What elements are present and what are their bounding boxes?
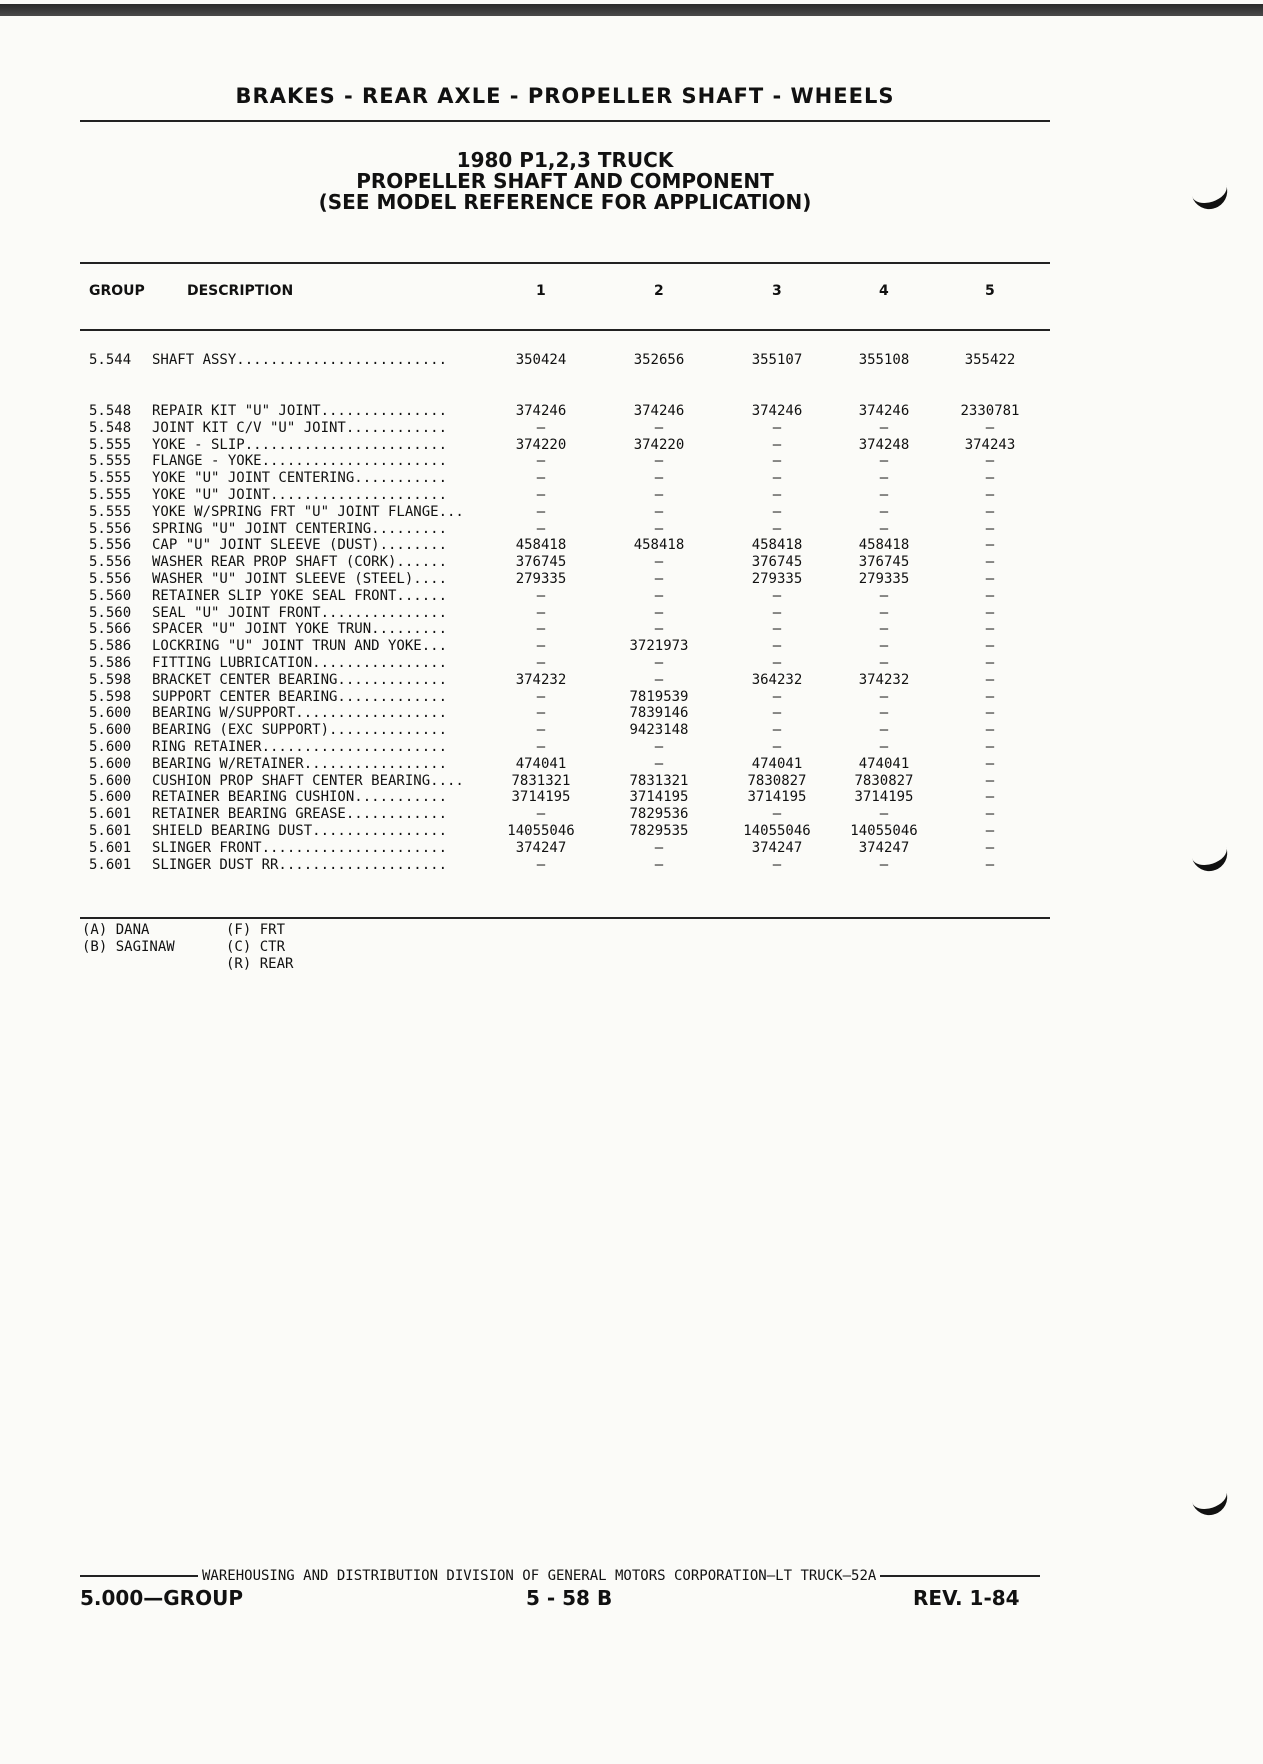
row-description: FLANGE - YOKE...................... xyxy=(152,453,448,470)
row-col-4: — xyxy=(879,688,889,705)
row-col-4: — xyxy=(879,621,889,638)
row-col-5: — xyxy=(985,621,995,638)
row-col-1: 474041 xyxy=(515,755,567,772)
title-line-3: (SEE MODEL REFERENCE FOR APPLICATION) xyxy=(318,190,812,214)
row-col-2: 7839146 xyxy=(629,705,689,722)
row-col-1: 374232 xyxy=(515,671,567,688)
row-col-1: 458418 xyxy=(515,537,567,554)
table-row xyxy=(0,554,1263,571)
row-col-2: — xyxy=(654,503,664,520)
legend-item: (A) DANA xyxy=(82,922,150,938)
row-col-1: 374220 xyxy=(515,436,567,453)
row-col-1: 14055046 xyxy=(507,823,575,839)
row-group: 5.555 xyxy=(89,487,132,503)
footer-division: WAREHOUSING AND DISTRIBUTION DIVISION OF GENERAL MOTORS CORPORATION—LT TRUCK—52A xyxy=(202,1568,877,1584)
table-row xyxy=(0,857,1263,874)
row-col-2: 7829535 xyxy=(629,823,689,839)
row-description: FITTING LUBRICATION................ xyxy=(152,655,448,671)
table-row xyxy=(0,689,1263,706)
row-col-4: 14055046 xyxy=(850,823,918,839)
row-group: 5.556 xyxy=(89,537,132,554)
row-description: RING RETAINER...................... xyxy=(152,739,448,755)
row-col-1: — xyxy=(536,487,546,503)
row-col-1: — xyxy=(536,419,546,436)
row-description: JOINT KIT C/V "U" JOINT............ xyxy=(152,419,448,436)
row-col-1: — xyxy=(536,621,546,638)
row-col-4: — xyxy=(879,419,889,436)
row-description: YOKE - SLIP........................ xyxy=(152,436,448,453)
row-description: SHAFT ASSY......................... xyxy=(152,352,448,368)
row-group: 5.555 xyxy=(89,470,132,487)
row-group: 5.555 xyxy=(89,503,132,520)
table-top-rule xyxy=(80,262,1050,264)
col-header-description: DESCRIPTION xyxy=(187,283,294,299)
row-col-3: 474041 xyxy=(751,755,803,772)
table-row xyxy=(0,823,1263,840)
row-col-3: — xyxy=(772,520,782,537)
row-col-5: — xyxy=(985,772,995,789)
row-description: CAP "U" JOINT SLEEVE (DUST)........ xyxy=(152,537,448,554)
row-col-2: — xyxy=(654,487,664,503)
row-col-2: — xyxy=(654,739,664,755)
row-col-5: 374243 xyxy=(964,436,1016,453)
row-col-5: — xyxy=(985,419,995,436)
row-group: 5.544 xyxy=(89,352,132,368)
table-row xyxy=(0,705,1263,722)
table-row xyxy=(0,504,1263,521)
row-col-5: — xyxy=(985,705,995,722)
row-group: 5.548 xyxy=(89,419,132,436)
table-row xyxy=(0,537,1263,554)
row-col-1: 374247 xyxy=(515,839,567,856)
table-row xyxy=(0,571,1263,588)
table-row xyxy=(0,621,1263,638)
row-col-2: — xyxy=(654,571,664,587)
table-row xyxy=(0,605,1263,622)
page-header: BRAKES - REAR AXLE - PROPELLER SHAFT - WHEELS xyxy=(235,84,895,108)
table-row xyxy=(0,806,1263,823)
row-col-5: — xyxy=(985,638,995,655)
row-description: SUPPORT CENTER BEARING............. xyxy=(152,688,448,705)
row-group: 5.600 xyxy=(89,739,132,755)
row-col-5: — xyxy=(985,789,995,806)
table-row xyxy=(0,453,1263,470)
row-group: 5.600 xyxy=(89,772,132,789)
table-header-rule xyxy=(80,329,1050,331)
footer-rule-left xyxy=(80,1575,198,1577)
row-col-3: 7830827 xyxy=(747,772,807,789)
table-row xyxy=(0,722,1263,739)
row-col-3: — xyxy=(772,722,782,739)
row-col-2: — xyxy=(654,520,664,537)
row-group: 5.556 xyxy=(89,571,132,587)
footer-division-line xyxy=(80,1568,1040,1584)
table-row xyxy=(0,672,1263,689)
legend-item: (B) SAGINAW xyxy=(82,939,175,955)
row-col-2: — xyxy=(654,621,664,638)
row-col-5: — xyxy=(985,671,995,688)
row-col-4: — xyxy=(879,587,889,604)
row-col-1: — xyxy=(536,806,546,823)
row-group: 5.601 xyxy=(89,856,132,873)
row-col-1: — xyxy=(536,705,546,722)
row-col-1: 279335 xyxy=(515,571,567,587)
top-edge-bar xyxy=(0,4,1263,16)
row-group: 5.555 xyxy=(89,436,132,453)
row-col-5: — xyxy=(985,839,995,856)
row-col-1: — xyxy=(536,520,546,537)
row-col-2: 3714195 xyxy=(629,789,689,806)
table-row xyxy=(0,638,1263,655)
row-description: LOCKRING "U" JOINT TRUN AND YOKE... xyxy=(152,638,448,655)
row-col-5: — xyxy=(985,520,995,537)
table-row xyxy=(0,470,1263,487)
row-col-5: — xyxy=(985,688,995,705)
col-header-4: 4 xyxy=(879,283,889,299)
title-line-1: 1980 P1,2,3 TRUCK xyxy=(456,148,674,172)
row-description: BEARING (EXC SUPPORT).............. xyxy=(152,722,448,739)
row-col-2: — xyxy=(654,671,664,688)
row-col-2: 374246 xyxy=(633,403,685,419)
row-col-4: — xyxy=(879,705,889,722)
row-description: CUSHION PROP SHAFT CENTER BEARING.... xyxy=(152,772,464,789)
row-col-1: — xyxy=(536,856,546,873)
table-row xyxy=(0,840,1263,857)
row-col-4: — xyxy=(879,470,889,487)
row-col-2: 458418 xyxy=(633,537,685,554)
row-col-4: 3714195 xyxy=(854,789,914,806)
header-rule xyxy=(80,120,1050,122)
row-description: SPACER "U" JOINT YOKE TRUN......... xyxy=(152,621,448,638)
table-bottom-rule xyxy=(80,917,1050,919)
row-col-2: — xyxy=(654,453,664,470)
table-row xyxy=(0,437,1263,454)
row-col-3: — xyxy=(772,856,782,873)
row-description: RETAINER BEARING GREASE............ xyxy=(152,806,448,823)
row-col-5: — xyxy=(985,470,995,487)
row-description: BEARING W/RETAINER................. xyxy=(152,755,448,772)
table-row xyxy=(0,521,1263,538)
col-header-5: 5 xyxy=(985,283,995,299)
row-col-3: — xyxy=(772,806,782,823)
row-col-3: 355107 xyxy=(751,352,803,368)
row-group: 5.600 xyxy=(89,789,132,806)
row-description: BRACKET CENTER BEARING............. xyxy=(152,671,448,688)
row-col-4: — xyxy=(879,856,889,873)
row-col-5: — xyxy=(985,755,995,772)
footer-rule-right xyxy=(880,1575,1040,1577)
row-col-4: 279335 xyxy=(858,571,910,587)
row-col-2: 7829536 xyxy=(629,806,689,823)
row-description: WASHER REAR PROP SHAFT (CORK)...... xyxy=(152,554,448,571)
row-col-3: — xyxy=(772,436,782,453)
row-group: 5.598 xyxy=(89,671,132,688)
binder-punch-mark xyxy=(1188,1479,1232,1520)
row-col-1: 7831321 xyxy=(511,772,571,789)
row-col-4: — xyxy=(879,487,889,503)
row-col-5: 355422 xyxy=(964,352,1016,368)
row-col-4: 376745 xyxy=(858,554,910,571)
row-col-5: — xyxy=(985,554,995,571)
table-row xyxy=(0,403,1263,420)
title-block xyxy=(80,150,1050,213)
col-header-2: 2 xyxy=(654,283,664,299)
table-row xyxy=(0,588,1263,605)
legend-right xyxy=(226,922,293,973)
row-col-1: — xyxy=(536,470,546,487)
title-line-2: PROPELLER SHAFT AND COMPONENT xyxy=(356,169,774,193)
row-col-1: — xyxy=(536,587,546,604)
row-col-5: — xyxy=(985,453,995,470)
row-col-3: — xyxy=(772,739,782,755)
row-group: 5.601 xyxy=(89,806,132,823)
row-col-5: — xyxy=(985,604,995,621)
row-col-2: 7831321 xyxy=(629,772,689,789)
row-col-3: 374246 xyxy=(751,403,803,419)
row-description: WASHER "U" JOINT SLEEVE (STEEL).... xyxy=(152,571,448,587)
row-col-2: — xyxy=(654,856,664,873)
row-col-5: — xyxy=(985,503,995,520)
row-col-5: 2330781 xyxy=(960,403,1020,419)
row-col-2: 7819539 xyxy=(629,688,689,705)
row-col-2: — xyxy=(654,470,664,487)
row-col-4: — xyxy=(879,739,889,755)
table-row xyxy=(0,487,1263,504)
row-group: 5.600 xyxy=(89,705,132,722)
table-row xyxy=(0,655,1263,672)
row-group: 5.600 xyxy=(89,722,132,739)
table-row xyxy=(0,352,1263,369)
row-group: 5.556 xyxy=(89,554,132,571)
col-header-1: 1 xyxy=(536,283,546,299)
row-col-1: — xyxy=(536,739,546,755)
table-row xyxy=(0,789,1263,806)
row-col-4: 374247 xyxy=(858,839,910,856)
row-col-2: — xyxy=(654,419,664,436)
row-col-1: — xyxy=(536,688,546,705)
table-row xyxy=(0,739,1263,756)
legend-left xyxy=(82,922,175,956)
row-col-2: 9423148 xyxy=(629,722,689,739)
row-description: YOKE "U" JOINT CENTERING........... xyxy=(152,470,448,487)
row-col-4: — xyxy=(879,503,889,520)
row-description: YOKE W/SPRING FRT "U" JOINT FLANGE... xyxy=(152,503,464,520)
row-col-2: — xyxy=(654,554,664,571)
row-col-3: — xyxy=(772,503,782,520)
row-description: SLINGER FRONT...................... xyxy=(152,839,448,856)
row-col-2: 3721973 xyxy=(629,638,689,655)
row-col-5: — xyxy=(985,537,995,554)
row-col-2: — xyxy=(654,755,664,772)
row-col-2: — xyxy=(654,587,664,604)
row-description: SPRING "U" JOINT CENTERING......... xyxy=(152,520,448,537)
row-group: 5.586 xyxy=(89,655,132,671)
row-col-4: — xyxy=(879,604,889,621)
row-col-5: — xyxy=(985,655,995,671)
row-col-3: — xyxy=(772,419,782,436)
row-description: YOKE "U" JOINT..................... xyxy=(152,487,448,503)
row-col-1: 350424 xyxy=(515,352,567,368)
col-header-group: GROUP xyxy=(89,283,145,299)
footer-revision: REV. 1-84 xyxy=(913,1586,1020,1610)
row-col-3: — xyxy=(772,470,782,487)
row-col-5: — xyxy=(985,487,995,503)
row-col-2: 374220 xyxy=(633,436,685,453)
table-row xyxy=(0,420,1263,437)
row-col-1: 374246 xyxy=(515,403,567,419)
row-col-4: 355108 xyxy=(858,352,910,368)
row-col-5: — xyxy=(985,587,995,604)
row-col-3: — xyxy=(772,453,782,470)
row-col-4: 474041 xyxy=(858,755,910,772)
table-row xyxy=(0,773,1263,790)
row-col-1: 3714195 xyxy=(511,789,571,806)
row-group: 5.601 xyxy=(89,823,132,839)
col-header-3: 3 xyxy=(772,283,782,299)
row-col-2: — xyxy=(654,604,664,621)
row-col-3: — xyxy=(772,604,782,621)
row-col-3: — xyxy=(772,487,782,503)
row-col-3: 364232 xyxy=(751,671,803,688)
row-col-5: — xyxy=(985,856,995,873)
row-col-4: — xyxy=(879,520,889,537)
row-group: 5.598 xyxy=(89,688,132,705)
row-group: 5.548 xyxy=(89,403,132,419)
row-group: 5.600 xyxy=(89,755,132,772)
row-col-3: 3714195 xyxy=(747,789,807,806)
binder-punch-mark xyxy=(1188,173,1232,214)
row-col-3: 376745 xyxy=(751,554,803,571)
row-col-3: — xyxy=(772,638,782,655)
row-col-1: — xyxy=(536,604,546,621)
row-description: RETAINER BEARING CUSHION........... xyxy=(152,789,448,806)
row-description: SHIELD BEARING DUST................ xyxy=(152,823,448,839)
row-col-4: 7830827 xyxy=(854,772,914,789)
row-col-1: 376745 xyxy=(515,554,567,571)
row-description: SLINGER DUST RR.................... xyxy=(152,856,448,873)
row-group: 5.560 xyxy=(89,587,132,604)
row-col-3: 458418 xyxy=(751,537,803,554)
row-group: 5.586 xyxy=(89,638,132,655)
row-col-1: — xyxy=(536,503,546,520)
row-col-5: — xyxy=(985,823,995,839)
row-col-3: — xyxy=(772,705,782,722)
legend-item: (C) CTR xyxy=(226,939,286,955)
row-col-4: 374248 xyxy=(858,436,910,453)
row-col-1: — xyxy=(536,722,546,739)
row-col-1: — xyxy=(536,655,546,671)
row-col-3: — xyxy=(772,688,782,705)
row-col-5: — xyxy=(985,806,995,823)
row-col-4: — xyxy=(879,806,889,823)
row-col-3: — xyxy=(772,655,782,671)
row-col-3: — xyxy=(772,587,782,604)
footer-group: 5.000—GROUP xyxy=(80,1586,243,1610)
row-col-4: — xyxy=(879,655,889,671)
row-group: 5.556 xyxy=(89,520,132,537)
row-col-2: — xyxy=(654,839,664,856)
row-col-1: — xyxy=(536,638,546,655)
row-col-4: — xyxy=(879,638,889,655)
row-col-1: — xyxy=(536,453,546,470)
table-row xyxy=(0,756,1263,773)
row-col-5: — xyxy=(985,571,995,587)
row-description: BEARING W/SUPPORT.................. xyxy=(152,705,448,722)
row-group: 5.566 xyxy=(89,621,132,638)
footer-page-number: 5 - 58 B xyxy=(526,1586,613,1610)
row-col-4: 374246 xyxy=(858,403,910,419)
row-col-5: — xyxy=(985,722,995,739)
row-col-3: 14055046 xyxy=(743,823,811,839)
row-col-2: 352656 xyxy=(633,352,685,368)
legend-item: (F) FRT xyxy=(226,922,286,938)
row-col-3: 374247 xyxy=(751,839,803,856)
row-description: RETAINER SLIP YOKE SEAL FRONT...... xyxy=(152,587,448,604)
row-col-2: — xyxy=(654,655,664,671)
row-col-4: 374232 xyxy=(858,671,910,688)
legend-item: (R) REAR xyxy=(226,956,294,972)
row-col-4: — xyxy=(879,722,889,739)
row-group: 5.560 xyxy=(89,604,132,621)
row-group: 5.601 xyxy=(89,839,132,856)
row-col-4: 458418 xyxy=(858,537,910,554)
row-col-3: — xyxy=(772,621,782,638)
row-col-3: 279335 xyxy=(751,571,803,587)
row-col-5: — xyxy=(985,739,995,755)
row-group: 5.555 xyxy=(89,453,132,470)
row-col-4: — xyxy=(879,453,889,470)
row-description: REPAIR KIT "U" JOINT............... xyxy=(152,403,448,419)
row-description: SEAL "U" JOINT FRONT............... xyxy=(152,604,448,621)
